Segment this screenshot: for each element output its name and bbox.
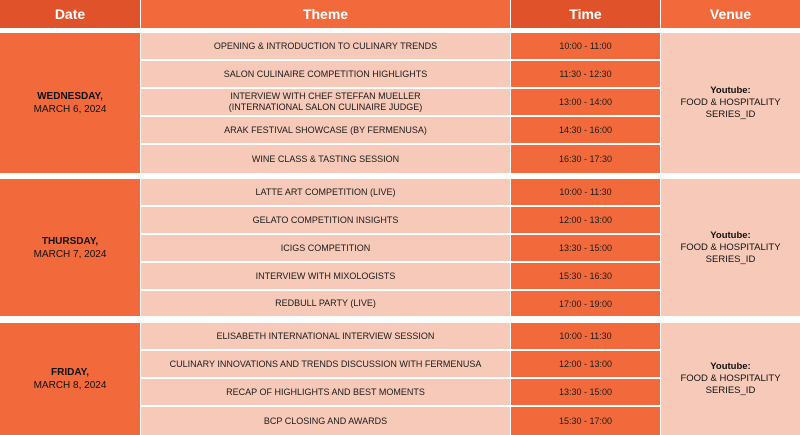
venue-label: Youtube: [710, 361, 751, 372]
venue-line: SERIES_ID [705, 253, 756, 265]
header-time: Time [511, 0, 660, 28]
header-date: Date [0, 0, 140, 28]
session-theme: ICIGS COMPETITION [141, 235, 510, 261]
date-cell [0, 33, 140, 173]
day-name: WEDNESDAY, [37, 91, 103, 102]
venue-line: FOOD & HOSPITALITY [680, 373, 781, 384]
day-date: MARCH 7, 2024 [33, 248, 107, 260]
day-date: MARCH 8, 2024 [33, 380, 107, 391]
venue-label: Youtube: [710, 85, 751, 96]
venue-line: FOOD & HOSPITALITY [680, 241, 781, 253]
session-theme: SALON CULINAIRE COMPETITION HIGHLIGHTS [141, 61, 510, 87]
session-time: 15:30 - 17:00 [511, 407, 660, 435]
session-theme: LATTE ART COMPETITION (LIVE) [141, 179, 510, 205]
day-name: FRIDAY, [51, 367, 89, 378]
session-time: 10:00 - 11:30 [511, 323, 660, 349]
session-theme: ELISABETH INTERNATIONAL INTERVIEW SESSION [141, 323, 510, 349]
session-theme: WINE CLASS & TASTING SESSION [141, 145, 510, 173]
session-time: 13:00 - 14:00 [511, 89, 660, 115]
venue-cell [661, 33, 800, 173]
session-time: 10:00 - 11:00 [511, 33, 660, 59]
session-theme: INTERVIEW WITH MIXOLOGISTS [141, 263, 510, 289]
venue-line: SERIES_ID [705, 109, 756, 120]
session-theme: RECAP OF HIGHLIGHTS AND BEST MOMENTS [141, 379, 510, 405]
day-date: MARCH 6, 2024 [33, 104, 107, 115]
session-theme: REDBULL PARTY (LIVE) [141, 291, 510, 316]
session-theme: INTERVIEW WITH CHEF STEFFAN MUELLER (INTERNATIONAL SALON CULINAIRE JUDGE) [141, 89, 510, 115]
session-time: 14:30 - 16:00 [511, 117, 660, 143]
venue-cell [661, 323, 800, 435]
session-time: 12:00 - 13:00 [511, 351, 660, 377]
date-cell [0, 179, 140, 316]
session-theme: GELATO COMPETITION INSIGHTS [141, 207, 510, 233]
header-venue: Venue [661, 0, 800, 28]
day-name: THURSDAY, [41, 235, 99, 247]
session-time: 12:00 - 13:00 [511, 207, 660, 233]
session-time: 16:30 - 17:30 [511, 145, 660, 173]
day-block-friday [0, 323, 800, 435]
session-theme: ARAK FESTIVAL SHOWCASE (BY FERMENUSA) [141, 117, 510, 143]
venue-line: SERIES_ID [705, 385, 756, 396]
venue-line: FOOD & HOSPITALITY [680, 97, 781, 108]
session-theme: CULINARY INNOVATIONS AND TRENDS DISCUSSION WITH FERMENUSA [141, 351, 510, 377]
session-time: 13:30 - 15:00 [511, 235, 660, 261]
venue-cell [661, 179, 800, 316]
header-theme: Theme [141, 0, 510, 28]
date-cell [0, 323, 140, 435]
session-time: 13:30 - 15:00 [511, 379, 660, 405]
session-time: 15:30 - 16:30 [511, 263, 660, 289]
session-time: 11:30 - 12:30 [511, 61, 660, 87]
session-theme: BCP CLOSING AND AWARDS [141, 407, 510, 435]
session-time: 10:00 - 11:30 [511, 179, 660, 205]
session-time: 17:00 - 19:00 [511, 291, 660, 316]
session-theme: OPENING & INTRODUCTION TO CULINARY TRENDS [141, 33, 510, 59]
day-block-wednesday [0, 33, 800, 173]
venue-label: Youtube: [710, 229, 751, 241]
day-block-thursday [0, 179, 800, 316]
